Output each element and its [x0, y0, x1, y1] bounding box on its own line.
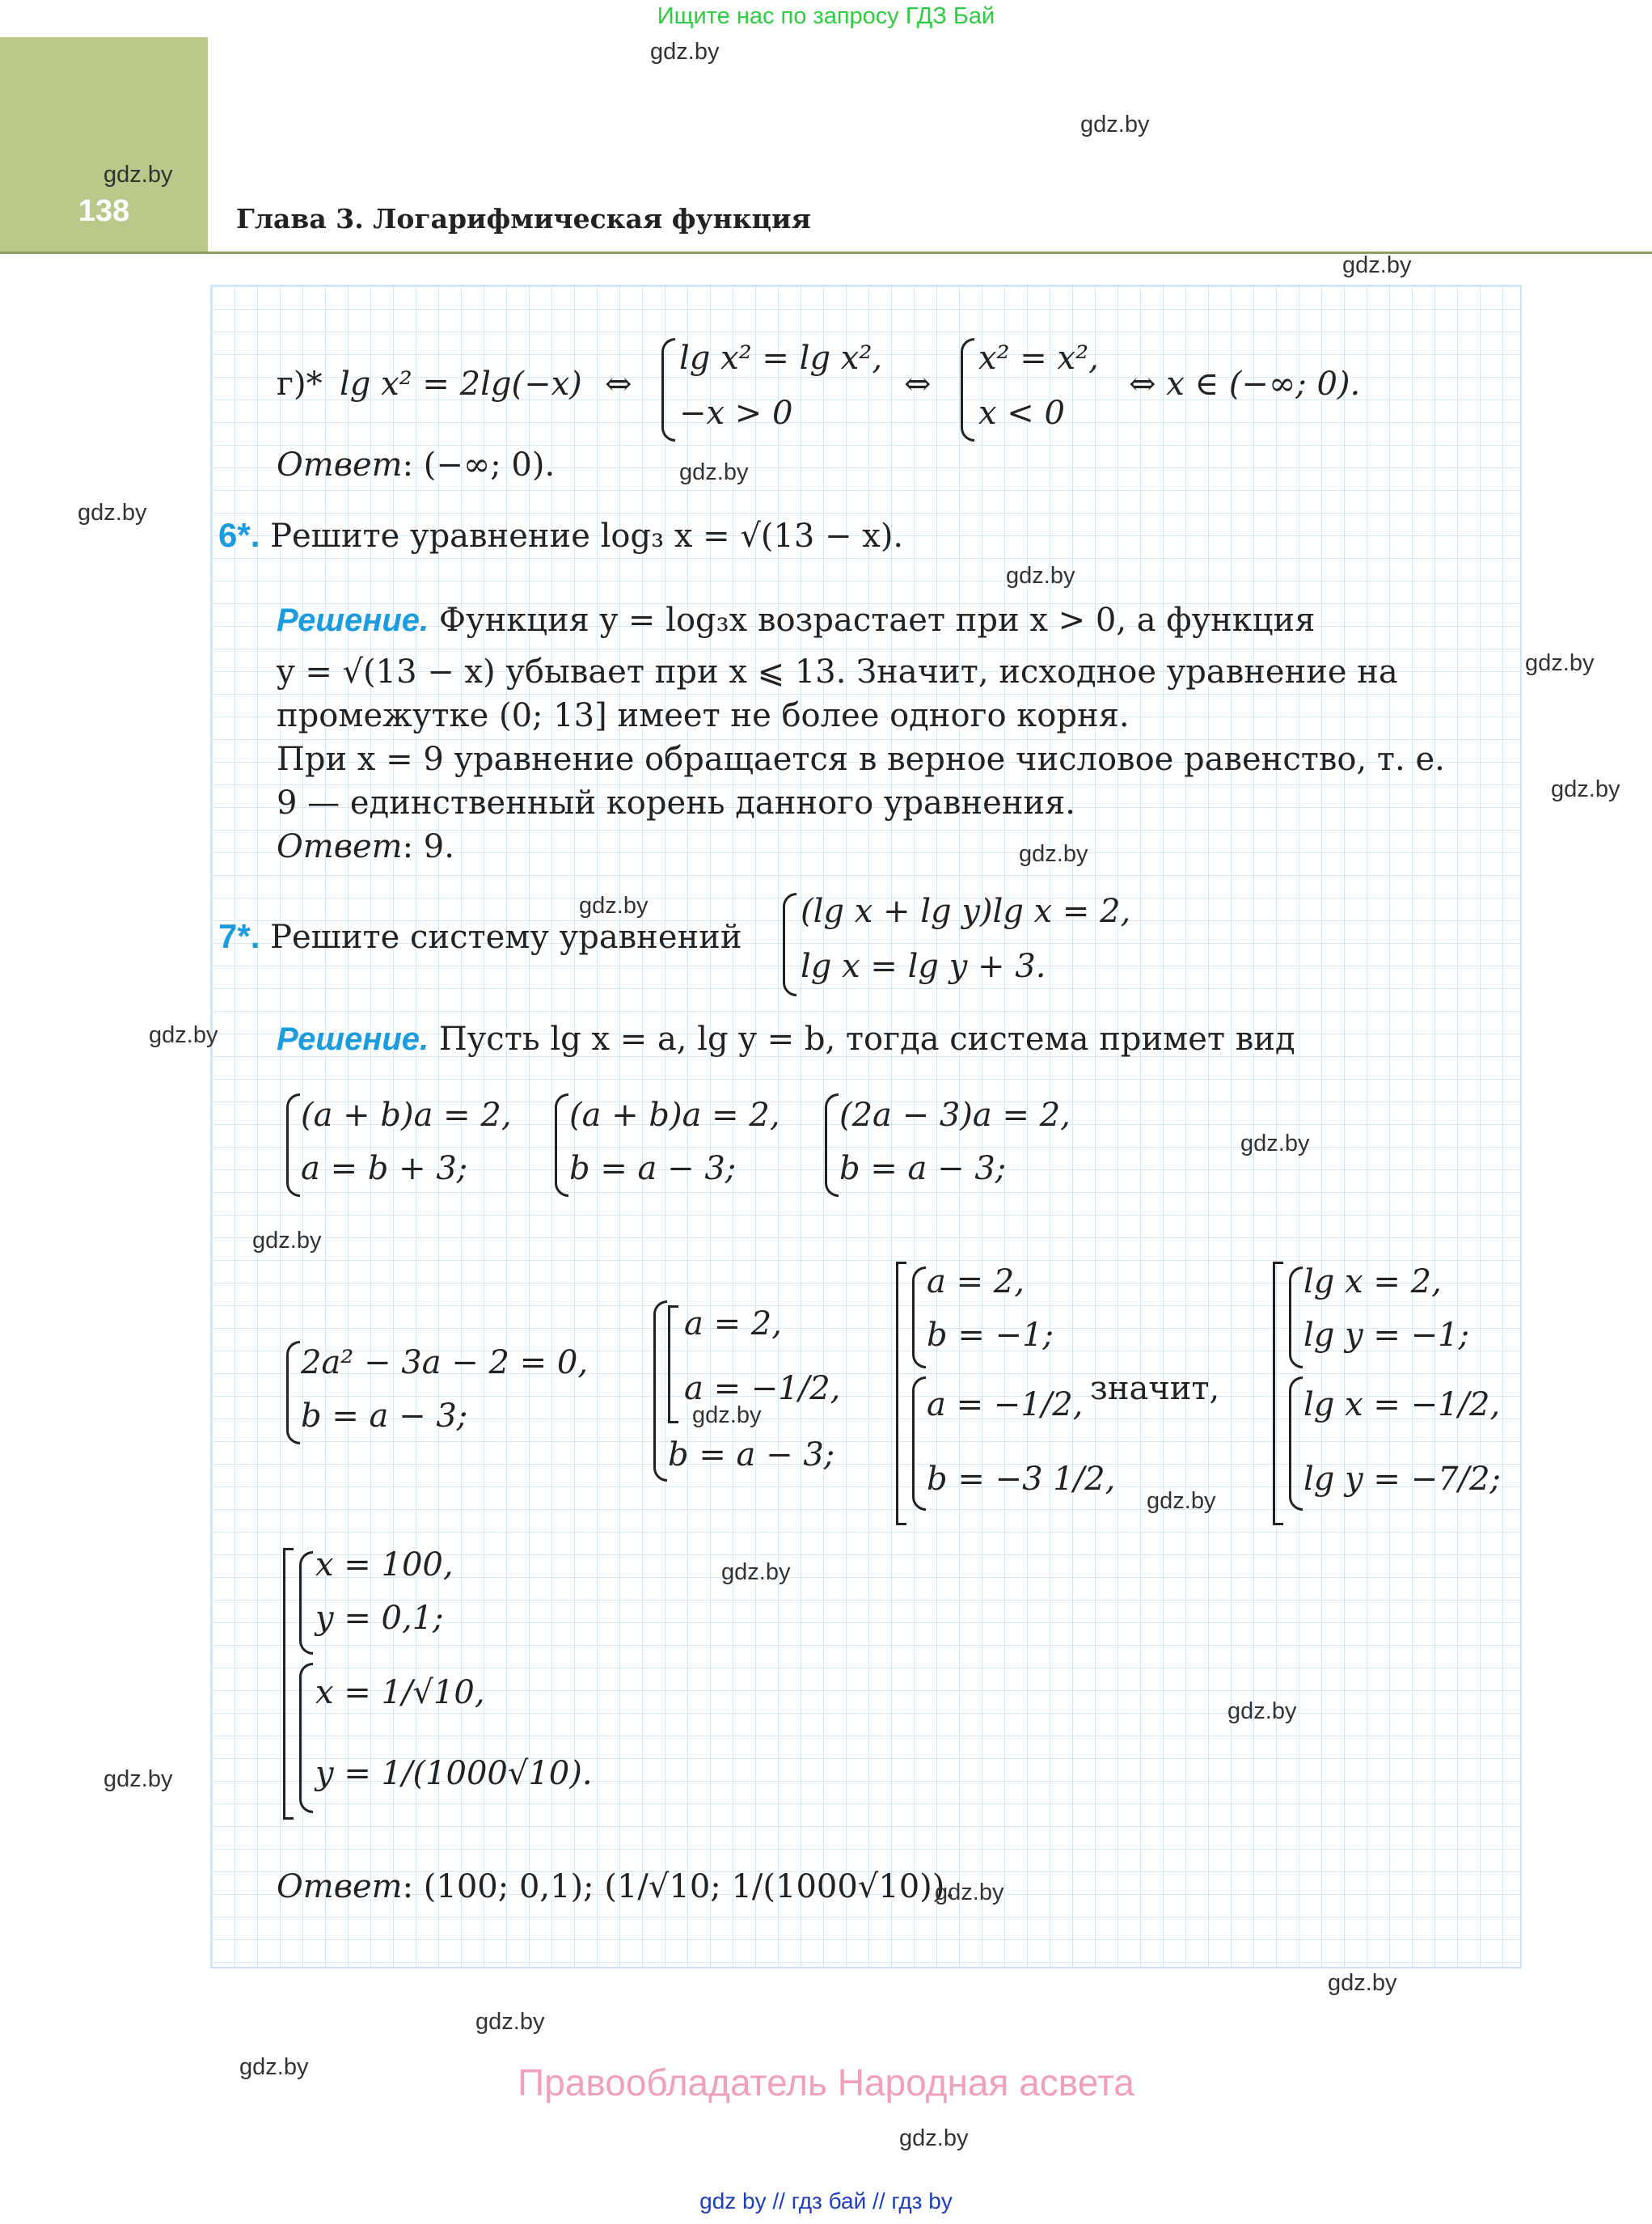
system-line: y = 1/(1000√10). [315, 1755, 593, 1792]
watermark: gdz.by [149, 1022, 218, 1048]
collection-bracket [1273, 1262, 1283, 1525]
system-line: b = −1; [927, 1317, 1054, 1354]
watermark: gdz.by [1006, 563, 1075, 589]
watermark: gdz.by [935, 1879, 1004, 1905]
system-line: a = b + 3; [301, 1150, 468, 1187]
system-line: (2a − 3)a = 2, [839, 1097, 1071, 1134]
system-line: a = 2, [927, 1263, 1025, 1300]
system-brace [783, 893, 796, 996]
watermark: gdz.by [239, 2054, 309, 2080]
sys1-line1: lg x² = lg x², [679, 340, 883, 377]
watermark: gdz.by [1342, 252, 1412, 278]
system-line: a = 2, [684, 1305, 782, 1342]
system-line: b = a − 3; [839, 1150, 1007, 1187]
watermark: gdz.by [899, 2125, 969, 2151]
system-line: b = a − 3; [569, 1150, 737, 1187]
problem-number: 6*. [218, 516, 260, 554]
problem-number: 7*. [218, 917, 260, 955]
chapter-title: Глава 3. Логарифмическая функция [236, 203, 811, 235]
system-line: x = 100, [315, 1546, 454, 1583]
problem-statement: Решите систему уравнений [270, 919, 742, 956]
solution-line: y = √(13 − x) убывает при x ⩽ 13. Значит, исходное уравнение на [277, 653, 1398, 691]
system-line: b = a − 3; [301, 1397, 468, 1435]
solution-label: Решение. [277, 1021, 429, 1057]
system-line: a = −1/2, [684, 1370, 841, 1407]
system-line: x = 1/√10, [315, 1674, 485, 1711]
system-line: lg y = −1; [1303, 1317, 1470, 1354]
therefore-word: значит, [1090, 1370, 1220, 1407]
system-line: (a + b)a = 2, [569, 1097, 780, 1134]
system-brace [961, 338, 974, 442]
solution-line: Пусть lg x = a, lg y = b, тогда система примет вид [438, 1021, 1295, 1058]
sys2-line1: x² = x², [978, 340, 1099, 377]
system-line: lg x = 2, [1303, 1263, 1442, 1300]
collection-bracket [283, 1548, 294, 1820]
system-line: 2a² − 3a − 2 = 0, [301, 1344, 589, 1381]
watermark: gdz.by [475, 2009, 545, 2035]
sys2-line2: x < 0 [978, 395, 1065, 432]
system-line: b = −3 1/2, [927, 1461, 1116, 1498]
problem-g-label: г)* [277, 366, 323, 403]
watermark: gdz.by [1019, 841, 1088, 867]
problem-g-lhs: lg x² = 2lg(−x) [340, 366, 582, 403]
watermark: gdz.by [650, 39, 720, 65]
watermark: gdz.by [1147, 1488, 1216, 1514]
problem-g-result: ⇔ x ∈ (−∞; 0). [1129, 366, 1361, 403]
watermark: gdz.by [1525, 650, 1595, 676]
equivalence-arrow-1: ⇔ [605, 366, 632, 403]
system-brace [299, 1551, 313, 1655]
sys1-line2: −x > 0 [679, 395, 793, 432]
solution-line: Функция y = log₃x возрастает при x > 0, а функция [438, 602, 1316, 639]
solution-line: При x = 9 уравнение обращается в верное числовое равенство, т. е. [277, 741, 1445, 778]
system-brace [299, 1663, 313, 1813]
answer-value: : 9. [402, 828, 454, 865]
system-brace [286, 1093, 300, 1197]
watermark: gdz.by [78, 500, 147, 526]
page-number: 138 [78, 194, 130, 228]
watermark: gdz.by [252, 1228, 322, 1254]
solution-line: 9 — единственный корень данного уравнения. [277, 784, 1076, 822]
answer-value: : (−∞; 0). [402, 446, 556, 484]
solution-label: Решение. [277, 603, 429, 638]
answer-label: Ответ [277, 828, 403, 865]
equivalence-arrow-2: ⇔ [904, 366, 932, 403]
copyright-notice: Правообладатель Народная асвета [518, 2061, 1134, 2103]
watermark: gdz.by [579, 893, 649, 919]
answer-label: Ответ [277, 1868, 403, 1905]
system-brace [1289, 1266, 1303, 1368]
system-brace [661, 338, 675, 442]
system-line: lg y = −7/2; [1303, 1461, 1502, 1498]
collection-bracket [668, 1305, 678, 1423]
collection-bracket [896, 1262, 906, 1525]
watermark: gdz.by [104, 1766, 173, 1792]
problem-statement: Решите уравнение log₃ x = √(13 − x). [270, 518, 904, 555]
watermark: gdz.by [721, 1559, 791, 1585]
watermark: gdz.by [1080, 112, 1150, 137]
solution-line: промежутке (0; 13] имеет не более одного корня. [277, 697, 1130, 734]
system-brace [912, 1376, 926, 1511]
footer-links[interactable]: gdz by // гдз бай // гдз by [699, 2188, 953, 2213]
watermark: gdz.by [1328, 1970, 1397, 1996]
watermark: gdz.by [679, 459, 749, 485]
system-brace [912, 1266, 926, 1368]
answer-label: Ответ [277, 446, 403, 484]
system-brace [555, 1093, 568, 1197]
watermark: gdz.by [1227, 1698, 1297, 1724]
system-brace [286, 1341, 300, 1444]
watermark: gdz.by [104, 162, 173, 188]
system-line: (a + b)a = 2, [301, 1097, 512, 1134]
answer-value: : (100; 0,1); (1/√10; 1/(1000√10)). [402, 1868, 956, 1905]
system-line: b = a − 3; [668, 1436, 835, 1474]
system-brace [1289, 1376, 1303, 1511]
system-line: y = 0,1; [315, 1600, 444, 1637]
system-line: (lg x + lg y)lg x = 2, [801, 893, 1131, 930]
watermark: gdz.by [1240, 1131, 1310, 1156]
watermark: gdz.by [1551, 776, 1620, 802]
system-line: lg x = −1/2, [1303, 1386, 1501, 1423]
watermark: gdz.by [692, 1402, 762, 1428]
system-brace [653, 1300, 667, 1482]
top-banner[interactable]: Ищите нас по запросу ГДЗ Бай [657, 3, 995, 29]
system-brace [825, 1093, 839, 1197]
system-line: a = −1/2, [927, 1386, 1084, 1423]
system-line: lg x = lg y + 3. [801, 948, 1046, 985]
